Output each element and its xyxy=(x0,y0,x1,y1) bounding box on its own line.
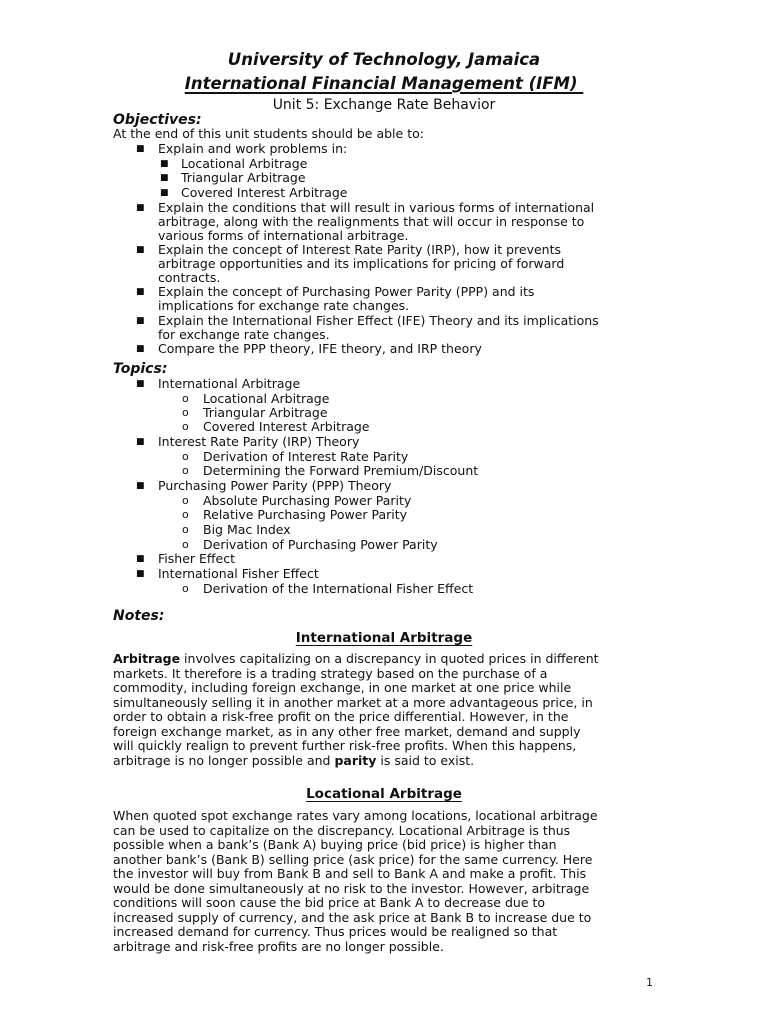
bullet-square-icon: ■ xyxy=(160,188,169,198)
bullet-square-icon: ■ xyxy=(136,481,145,491)
bullet-circle-icon: o xyxy=(182,450,189,463)
bullet-square-icon: ■ xyxy=(136,316,145,326)
bullet-square-icon: ■ xyxy=(136,144,145,154)
bullet-square-icon: ■ xyxy=(136,344,145,354)
objective-item: Explain the concept of Purchasing Power Parity (PPP) and its xyxy=(158,284,535,299)
section-heading-international-arbitrage: International Arbitrage xyxy=(295,630,473,646)
bullet-square-icon: ■ xyxy=(160,173,169,183)
objectives-intro: At the end of this unit students should be able to: xyxy=(113,126,424,141)
section-heading-locational-arbitrage: Locational Arbitrage xyxy=(306,786,462,802)
bullet-square-icon: ■ xyxy=(136,437,145,447)
bullet-circle-icon: o xyxy=(182,406,189,419)
topic-item: Interest Rate Parity (IRP) Theory xyxy=(158,434,360,449)
bullet-circle-icon: o xyxy=(182,420,189,433)
topic-subitem: Derivation of Interest Rate Parity xyxy=(203,449,409,464)
objective-item: Explain the International Fisher Effect (IFE) Theory and its implications xyxy=(158,313,599,328)
objective-item: for exchange rate changes. xyxy=(158,327,330,342)
bullet-circle-icon: o xyxy=(182,538,189,551)
bullet-circle-icon: o xyxy=(182,582,189,595)
objective-item: Explain the concept of Interest Rate Parity (IRP), how it prevents xyxy=(158,242,561,257)
objective-subitem: Locational Arbitrage xyxy=(181,156,308,171)
paragraph-international-arbitrage: Arbitrage involves capitalizing on a discrepancy in quoted prices in different markets. It therefore is a trading strategy based on the purchase of a commodity, including foreign exchange, in one market at one price while simultaneously selling it in another market at a more advantageous price, in order to obtain a risk-free profit on the price differential. However, in the foreign exchange market, as in any other free market, demand and supply will quickly realign to prevent further risk-free profits. When this happens, arbitrage is no longer possible and parity is said to exist. xyxy=(113,651,599,768)
topics-heading: Topics: xyxy=(113,361,168,377)
topic-subitem: Derivation of Purchasing Power Parity xyxy=(203,537,438,552)
topic-subitem: Big Mac Index xyxy=(203,522,291,537)
bullet-circle-icon: o xyxy=(182,523,189,536)
unit-title: Unit 5: Exchange Rate Behavior xyxy=(272,97,496,113)
objective-item: arbitrage, along with the realignments that will occur in response to xyxy=(158,214,585,229)
topic-subitem: Absolute Purchasing Power Parity xyxy=(203,493,412,508)
paragraph-locational-arbitrage: When quoted spot exchange rates vary among locations, locational arbitrage can be used to capitalize on the discrepancy. Locational Arbitrage is thus possible when a bank’s (Bank A) buying price (bid price) is higher than another bank’s (Bank B) selling price (ask price) for the same currency. Here the investor will buy from Bank B and sell to Bank A and make a profit. This would be done simultaneously at no risk to the investor. However, arbitrage conditions will soon cause the bid price at Bank A to decrease due to increased supply of currency, and the ask price at Bank B to increase due to increased demand for currency. Thus prices would be realigned so that arbitrage and risk-free profits are no longer possible. xyxy=(113,808,598,954)
objective-item: implications for exchange rate changes. xyxy=(158,298,410,313)
bullet-circle-icon: o xyxy=(182,392,189,405)
bullet-square-icon: ■ xyxy=(136,203,145,213)
bullet-square-icon: ■ xyxy=(136,379,145,389)
objective-subitem: Covered Interest Arbitrage xyxy=(181,185,348,200)
course-title: International Financial Management (IFM) xyxy=(184,74,584,93)
objective-item: Explain the conditions that will result in various forms of international xyxy=(158,200,595,215)
notes-heading: Notes: xyxy=(113,608,165,624)
bullet-circle-icon: o xyxy=(182,464,189,477)
university-title: University of Technology, Jamaica xyxy=(227,50,541,69)
objective-item: arbitrage opportunities and its implications for pricing of forward xyxy=(158,256,565,271)
topic-subitem: Determining the Forward Premium/Discount xyxy=(203,463,479,478)
bullet-circle-icon: o xyxy=(182,494,189,507)
bullet-square-icon: ■ xyxy=(136,569,145,579)
bullet-circle-icon: o xyxy=(182,508,189,521)
objectives-heading: Objectives: xyxy=(113,112,202,128)
topic-subitem: Triangular Arbitrage xyxy=(203,405,328,420)
topic-subitem: Locational Arbitrage xyxy=(203,391,330,406)
bullet-square-icon: ■ xyxy=(136,245,145,255)
topic-item: International Arbitrage xyxy=(158,376,301,391)
bullet-square-icon: ■ xyxy=(136,554,145,564)
objective-item: Compare the PPP theory, IFE theory, and IRP theory xyxy=(158,341,482,356)
topic-subitem: Relative Purchasing Power Parity xyxy=(203,507,408,522)
topic-subitem: Derivation of the International Fisher Effect xyxy=(203,581,474,596)
bullet-square-icon: ■ xyxy=(160,159,169,169)
page-number: 1 xyxy=(646,976,653,989)
objective-item: various forms of international arbitrage. xyxy=(158,228,409,243)
topic-item: International Fisher Effect xyxy=(158,566,319,581)
bullet-square-icon: ■ xyxy=(136,287,145,297)
topic-item: Fisher Effect xyxy=(158,551,235,566)
topic-item: Purchasing Power Parity (PPP) Theory xyxy=(158,478,392,493)
topic-subitem: Covered Interest Arbitrage xyxy=(203,419,370,434)
objective-item: contracts. xyxy=(158,270,221,285)
objective-item: Explain and work problems in: xyxy=(158,141,348,156)
objective-subitem: Triangular Arbitrage xyxy=(181,170,306,185)
